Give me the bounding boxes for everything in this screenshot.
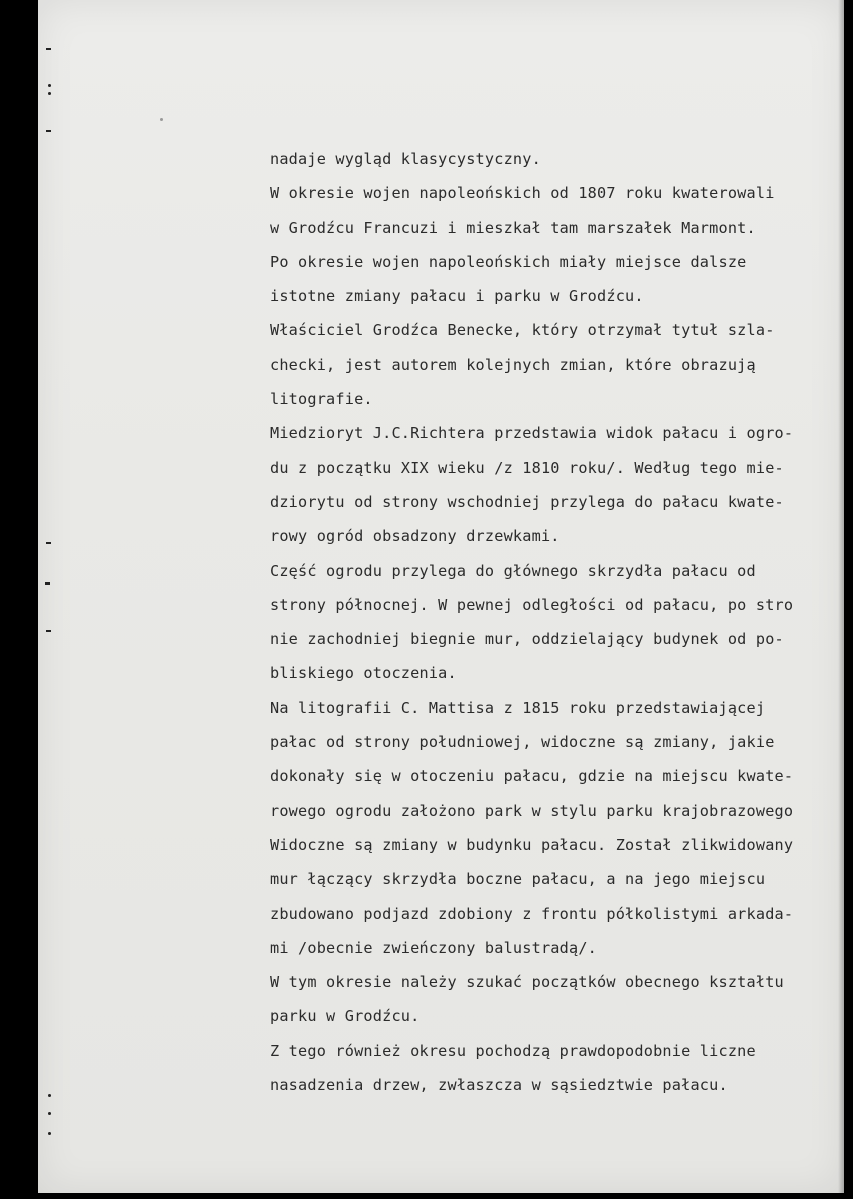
text-line: Na litografii C. Mattisa z 1815 roku przedstawiającej bbox=[270, 698, 766, 717]
text-line: rowego ogrodu założono park w stylu parku krajobrazowego bbox=[270, 801, 794, 820]
margin-dot bbox=[48, 92, 51, 95]
text-line: W okresie wojen napoleońskich od 1807 roku kwaterowali bbox=[270, 184, 775, 203]
text-line: rowy ogród obsadzony drzewkami. bbox=[270, 527, 560, 546]
text-line: dokonały się w otoczeniu pałacu, gdzie na miejscu kwate- bbox=[270, 767, 794, 786]
margin-tick bbox=[46, 630, 51, 632]
margin-dot bbox=[48, 84, 51, 87]
text-line: Część ogrodu przylega do głównego skrzydła pałacu od bbox=[270, 561, 756, 580]
text-line: nasadzenia drzew, zwłaszcza w sąsiedztwie pałacu. bbox=[270, 1076, 728, 1095]
text-line: Po okresie wojen napoleońskich miały miejsce dalsze bbox=[270, 252, 747, 271]
text-line: litografie. bbox=[270, 390, 373, 409]
text-line: mur łączący skrzydła boczne pałacu, a na jego miejscu bbox=[270, 870, 766, 889]
text-line: bliskiego otoczenia. bbox=[270, 664, 457, 683]
left-margin-marks bbox=[0, 0, 60, 1199]
text-line: Widoczne są zmiany w budynku pałacu. Został zlikwidowany bbox=[270, 835, 794, 854]
text-line: dziorytu od strony wschodniej przylega do pałacu kwate- bbox=[270, 492, 784, 511]
text-line: du z początku XIX wieku /z 1810 roku/. Według tego mie- bbox=[270, 458, 784, 477]
text-line: checki, jest autorem kolejnych zmian, które obrazują bbox=[270, 355, 756, 374]
text-line: Właściciel Grodźca Benecke, który otrzymał tytuł szla- bbox=[270, 321, 775, 340]
text-line: w Grodźcu Francuzi i mieszkał tam marszałek Marmont. bbox=[270, 218, 756, 237]
paper-speck bbox=[160, 118, 163, 121]
text-line: pałac od strony południowej, widoczne są zmiany, jakie bbox=[270, 733, 775, 752]
text-line: parku w Grodźcu. bbox=[270, 1007, 420, 1026]
text-line: zbudowano podjazd zdobiony z frontu półkolistymi arkada- bbox=[270, 904, 794, 923]
margin-tick bbox=[45, 582, 50, 585]
text-line: W tym okresie należy szukać początków obecnego kształtu bbox=[270, 973, 784, 992]
text-line: mi /obecnie zwieńczony balustradą/. bbox=[270, 938, 598, 957]
text-line: nie zachodniej biegnie mur, oddzielający budynek od po- bbox=[270, 630, 784, 649]
text-line: nadaje wygląd klasycystyczny. bbox=[270, 150, 541, 168]
margin-tick bbox=[46, 130, 51, 132]
margin-dot bbox=[48, 1132, 51, 1135]
margin-tick bbox=[46, 48, 51, 50]
margin-tick bbox=[46, 542, 51, 544]
text-line: Miedzioryt J.C.Richtera przedstawia widok pałacu i ogro- bbox=[270, 424, 794, 443]
text-line: strony północnej. W pewnej odległości od pałacu, po stro bbox=[270, 595, 794, 614]
text-line: Z tego również okresu pochodzą prawdopodobnie liczne bbox=[270, 1041, 756, 1060]
text-line: istotne zmiany pałacu i parku w Grodźcu. bbox=[270, 287, 644, 306]
margin-dot bbox=[48, 1112, 51, 1115]
margin-dot bbox=[48, 1094, 51, 1097]
typed-text-body bbox=[270, 142, 845, 1102]
